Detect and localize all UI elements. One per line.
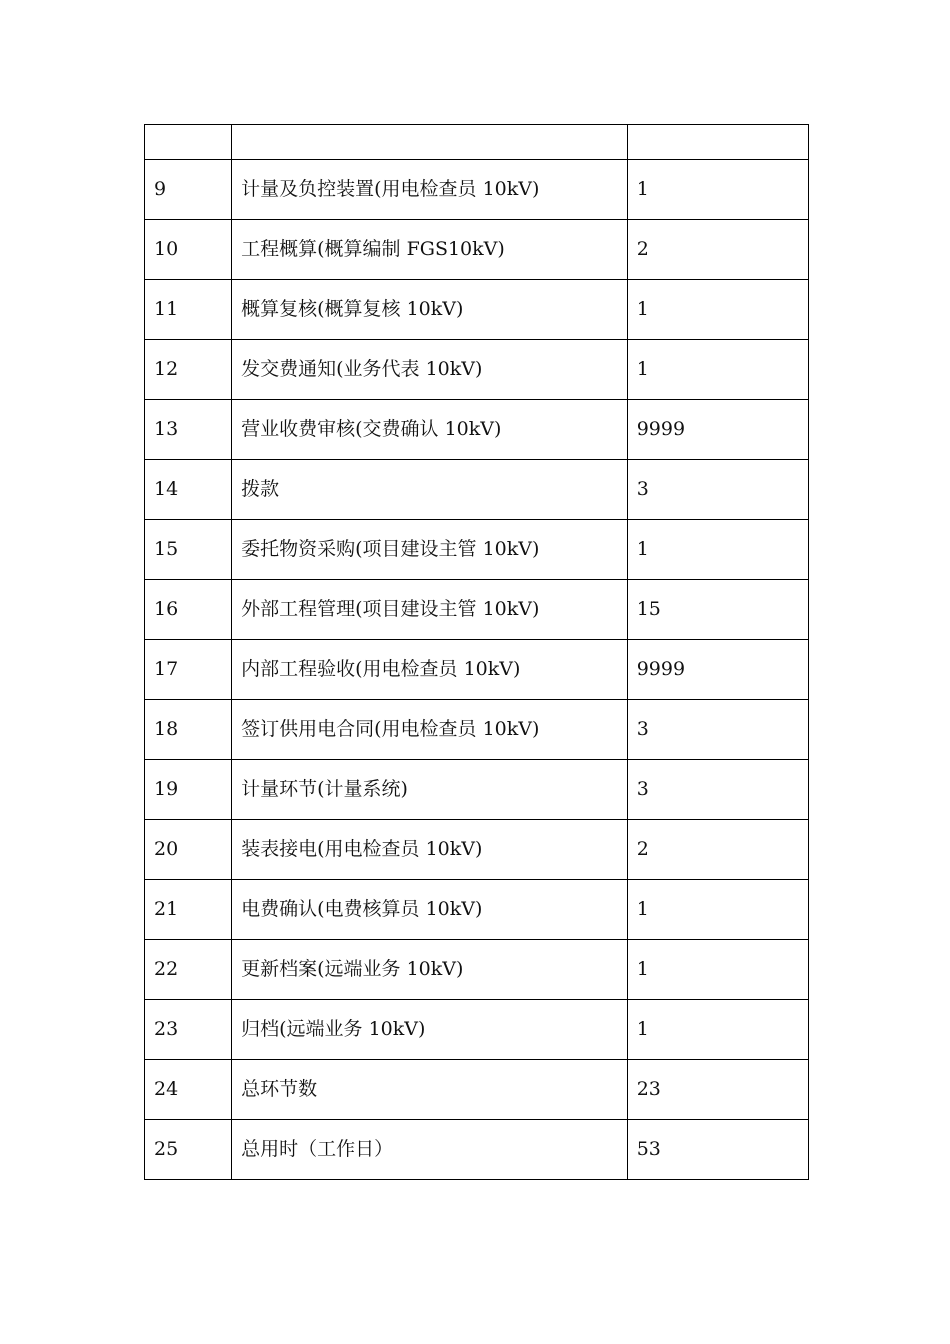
table-row [145,700,809,760]
table-row [145,520,809,580]
row-number: 17 [145,640,232,700]
row-value: 3 [627,700,808,760]
row-step: 营业收费审核(交费确认 10kV) [232,400,628,460]
table-row [145,160,809,220]
table-header-row [145,125,809,160]
row-step: 外部工程管理(项目建设主管 10kV) [232,580,628,640]
row-number: 13 [145,400,232,460]
row-step: 总用时（工作日） [232,1120,628,1180]
row-value: 9999 [627,400,808,460]
row-step: 更新档案(远端业务 10kV) [232,940,628,1000]
row-number: 11 [145,280,232,340]
row-value: 2 [627,220,808,280]
table-row [145,340,809,400]
row-number: 14 [145,460,232,520]
row-step: 概算复核(概算复核 10kV) [232,280,628,340]
row-step: 拨款 [232,460,628,520]
row-value: 15 [627,580,808,640]
row-value: 1 [627,520,808,580]
table-row [145,460,809,520]
row-step: 计量及负控装置(用电检查员 10kV) [232,160,628,220]
row-value: 1 [627,340,808,400]
row-value: 3 [627,760,808,820]
table-row [145,640,809,700]
row-step: 内部工程验收(用电检查员 10kV) [232,640,628,700]
table-row [145,880,809,940]
row-number: 15 [145,520,232,580]
table-row [145,280,809,340]
row-value: 53 [627,1120,808,1180]
row-value: 3 [627,460,808,520]
row-number: 18 [145,700,232,760]
row-number: 19 [145,760,232,820]
row-value: 2 [627,820,808,880]
row-number: 23 [145,1000,232,1060]
table-row [145,760,809,820]
table-row [145,1120,809,1180]
row-value: 1 [627,880,808,940]
table-row [145,1000,809,1060]
table-row [145,400,809,460]
row-value: 1 [627,940,808,1000]
row-number: 9 [145,160,232,220]
header-cell-step [232,125,628,160]
row-step: 签订供用电合同(用电检查员 10kV) [232,700,628,760]
row-value: 9999 [627,640,808,700]
row-step: 委托物资采购(项目建设主管 10kV) [232,520,628,580]
row-number: 20 [145,820,232,880]
row-step: 发交费通知(业务代表 10kV) [232,340,628,400]
row-value: 23 [627,1060,808,1120]
table-row [145,220,809,280]
row-step: 总环节数 [232,1060,628,1120]
row-number: 12 [145,340,232,400]
row-step: 工程概算(概算编制 FGS10kV) [232,220,628,280]
row-step: 计量环节(计量系统) [232,760,628,820]
header-cell-no [145,125,232,160]
table-row [145,940,809,1000]
row-number: 24 [145,1060,232,1120]
row-value: 1 [627,1000,808,1060]
header-cell-value [627,125,808,160]
process-steps-table [144,124,809,1180]
row-value: 1 [627,280,808,340]
row-number: 21 [145,880,232,940]
row-number: 10 [145,220,232,280]
table-row [145,820,809,880]
table-row [145,1060,809,1120]
row-value: 1 [627,160,808,220]
row-step: 归档(远端业务 10kV) [232,1000,628,1060]
row-step: 电费确认(电费核算员 10kV) [232,880,628,940]
table-row [145,580,809,640]
row-number: 25 [145,1120,232,1180]
row-step: 装表接电(用电检查员 10kV) [232,820,628,880]
row-number: 16 [145,580,232,640]
row-number: 22 [145,940,232,1000]
